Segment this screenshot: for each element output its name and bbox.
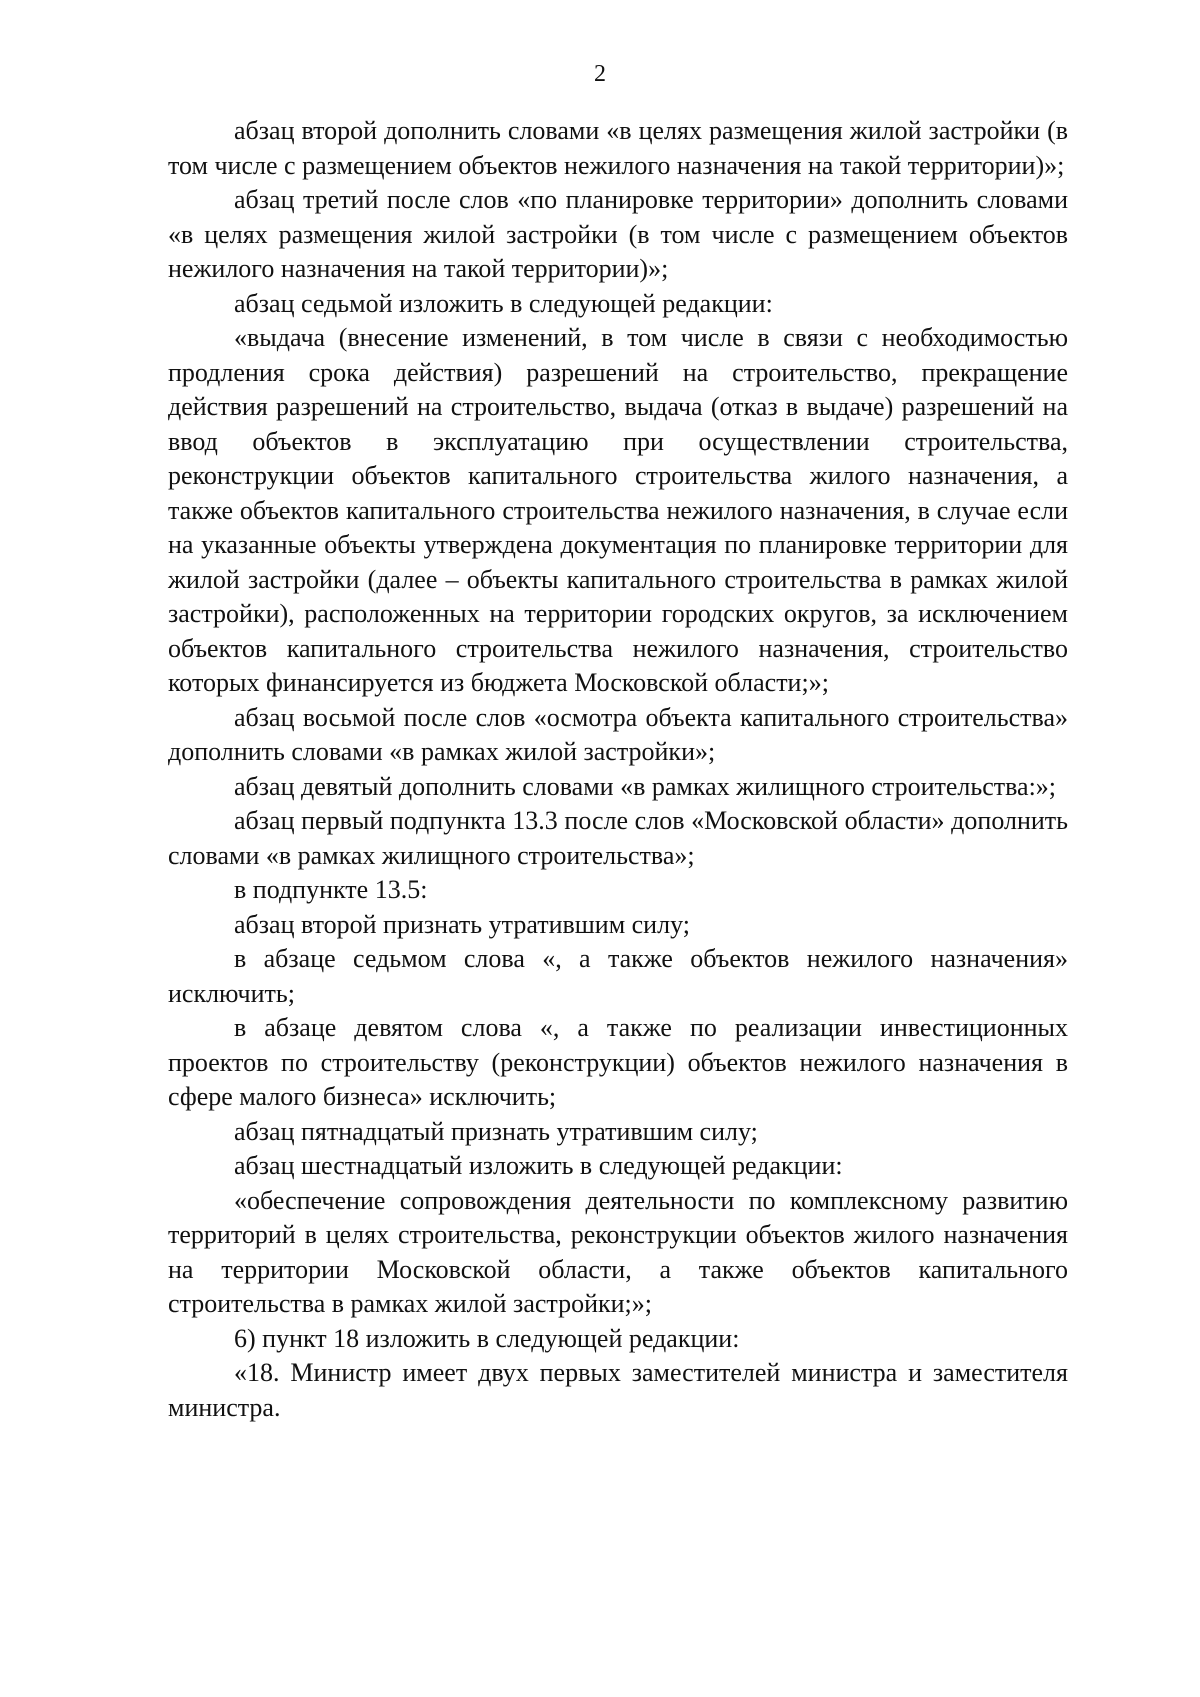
paragraph: в абзаце девятом слова «, а также по реализации инвестиционных проектов по строительству (реконструкции) объектов нежилого назначения в сфере малого бизнеса» исключить; — [168, 1013, 1068, 1111]
paragraph: «выдача (внесение изменений, в том числе в связи с необходимостью продления срока действия) разрешений на строительство, прекращение действия разрешений на строительство, выдача (отказ в выдаче) разрешений на ввод объектов в эксплуатацию при осуществлении строительства, реконструкции объектов капитального строительства жилого назначения, а также объектов капитального строительства нежилого назначения, в случае если на указанные объекты утверждена документация по планировке территории для жилой застройки (далее – объекты капитального строительства в рамках жилой застройки), расположенных на территории городских округов, за исключением объектов капитального строительства нежилого назначения, строительство которых финансируется из бюджета Московской области;»; — [168, 323, 1068, 697]
paragraph: абзац первый подпункта 13.3 после слов «Московской области» дополнить словами «в рамках жилищного строительства»; — [168, 806, 1068, 870]
paragraph: в абзаце седьмом слова «, а также объектов нежилого назначения» исключить; — [168, 944, 1068, 1008]
paragraph: абзац второй признать утратившим силу; — [234, 909, 690, 939]
document-body — [168, 114, 1068, 1425]
paragraph: абзац восьмой после слов «осмотра объекта капитального строительства» дополнить словами «в рамках жилой застройки»; — [168, 702, 1068, 766]
paragraph: абзац седьмой изложить в следующей редакции: — [234, 288, 773, 318]
paragraph: абзац пятнадцатый признать утратившим силу; — [234, 1116, 758, 1146]
paragraph: в подпункте 13.5: — [234, 875, 428, 904]
paragraph: абзац шестнадцатый изложить в следующей редакции: — [234, 1151, 843, 1180]
paragraph: абзац второй дополнить словами «в целях размещения жилой застройки (в том числе с размещением объектов нежилого назначения на такой территории)»; — [168, 116, 1068, 180]
paragraph: 6) пункт 18 изложить в следующей редакции: — [234, 1323, 740, 1353]
paragraph: абзац девятый дополнить словами «в рамках жилищного строительства:»; — [234, 771, 1057, 801]
paragraph: «обеспечение сопровождения деятельности по комплексному развитию территорий в целях строительства, реконструкции объектов жилого назначения на территории Московской области, а также объектов капитального строительства в рамках жилой застройки;»; — [168, 1185, 1068, 1318]
paragraph: «18. Министр имеет двух первых заместителей министра и заместителя министра. — [168, 1358, 1068, 1422]
paragraph: абзац третий после слов «по планировке территории» дополнить словами «в целях размещения жилой застройки (в том числе с размещением объектов нежилого назначения на такой территории)»; — [168, 185, 1068, 283]
page-number: 2 — [594, 61, 606, 87]
